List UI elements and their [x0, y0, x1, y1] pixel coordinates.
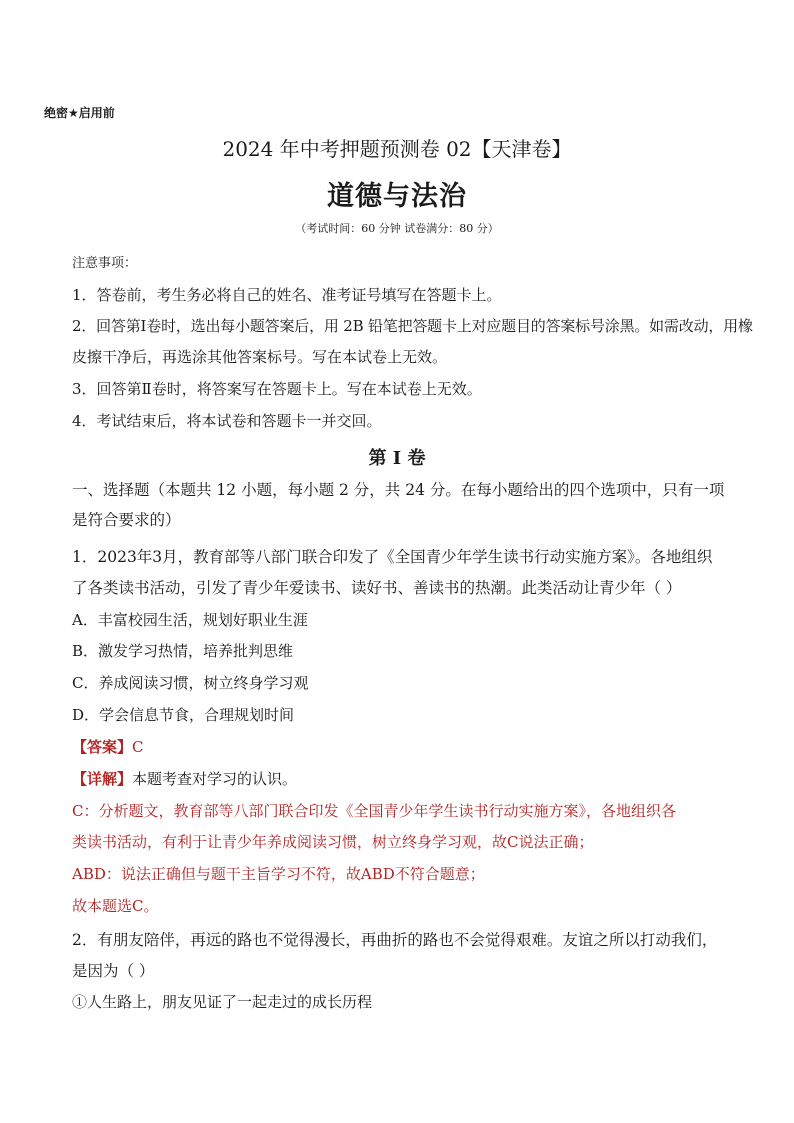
detail-label: 【详解】 [72, 770, 133, 788]
subject-title: 道德与法治 [327, 181, 467, 212]
detail-text: 本题考查对学习的认识。 [132, 770, 298, 788]
notes-title: 注意事项： [72, 256, 138, 271]
answer-value: C [132, 738, 144, 756]
exam-time-info: （考试时间：60 分钟 试卷满分：80 分） [295, 222, 499, 235]
detail-line [72, 768, 297, 789]
analysis-line: 类读书活动，有利于让青少年养成阅读习惯，树立终身学习观，故C说法正确； [72, 833, 594, 851]
question-option: B．激发学习热情，培养批判思维 [72, 642, 294, 660]
note-item: 皮擦干净后，再选涂其他答案标号。写在本试卷上无效。 [72, 348, 448, 366]
note-item: 2．回答第Ⅰ卷时，选出每小题答案后，用 2B 铅笔把答题卡上对应题目的答案标号涂黑。如需改动，用橡 [72, 317, 753, 335]
note-item: 1．答卷前，考生务必将自己的姓名、准考证号填写在答题卡上。 [72, 286, 502, 304]
question-stem: 1．2023年3月，教育部等八部门联合印发了《全国青少年学生读书行动实施方案》。各地组织 [72, 548, 713, 566]
note-item: 4．考试结束后，将本试卷和答题卡一并交回。 [72, 412, 382, 430]
confidential-mark: 绝密★启用前 [44, 106, 115, 120]
note-item: 3．回答第Ⅱ卷时，将答案写在答题卡上。写在本试卷上无效。 [72, 380, 482, 398]
analysis-line: 故本题选C。 [72, 897, 159, 915]
analysis-line: C：分析题文，教育部等八部门联合印发《全国青少年学生读书行动实施方案》，各地组织各 [72, 802, 676, 820]
question-option: A．丰富校园生活，规划好职业生涯 [72, 611, 308, 629]
question-stem: 是因为（ ） [72, 962, 155, 980]
question-option: C．养成阅读习惯，树立终身学习观 [72, 674, 309, 692]
part-instructions: 一、选择题（本题共 12 小题，每小题 2 分，共 24 分。在每小题给出的四个选项中，只有一项 [72, 481, 725, 499]
analysis-line: ABD：说法正确但与题干主旨学习不符，故ABD不符合题意； [72, 865, 485, 883]
answer-line [72, 736, 144, 757]
section-title: 第 I 卷 [368, 448, 426, 469]
question-option: ①人生路上，朋友见证了一起走过的成长历程 [72, 993, 373, 1011]
question-stem: 了各类读书活动，引发了青少年爱读书、读好书、善读书的热潮。此类活动让青少年（ ） [72, 579, 682, 597]
exam-title: 2024 年中考押题预测卷 02【天津卷】 [222, 137, 572, 161]
question-stem: 2．有朋友陪伴，再远的路也不觉得漫长，再曲折的路也不会觉得艰难。友谊之所以打动我们， [72, 931, 718, 949]
answer-label: 【答案】 [72, 738, 133, 756]
question-option: D．学会信息节食，合理规划时间 [72, 706, 295, 724]
part-instructions: 是符合要求的） [72, 511, 181, 529]
